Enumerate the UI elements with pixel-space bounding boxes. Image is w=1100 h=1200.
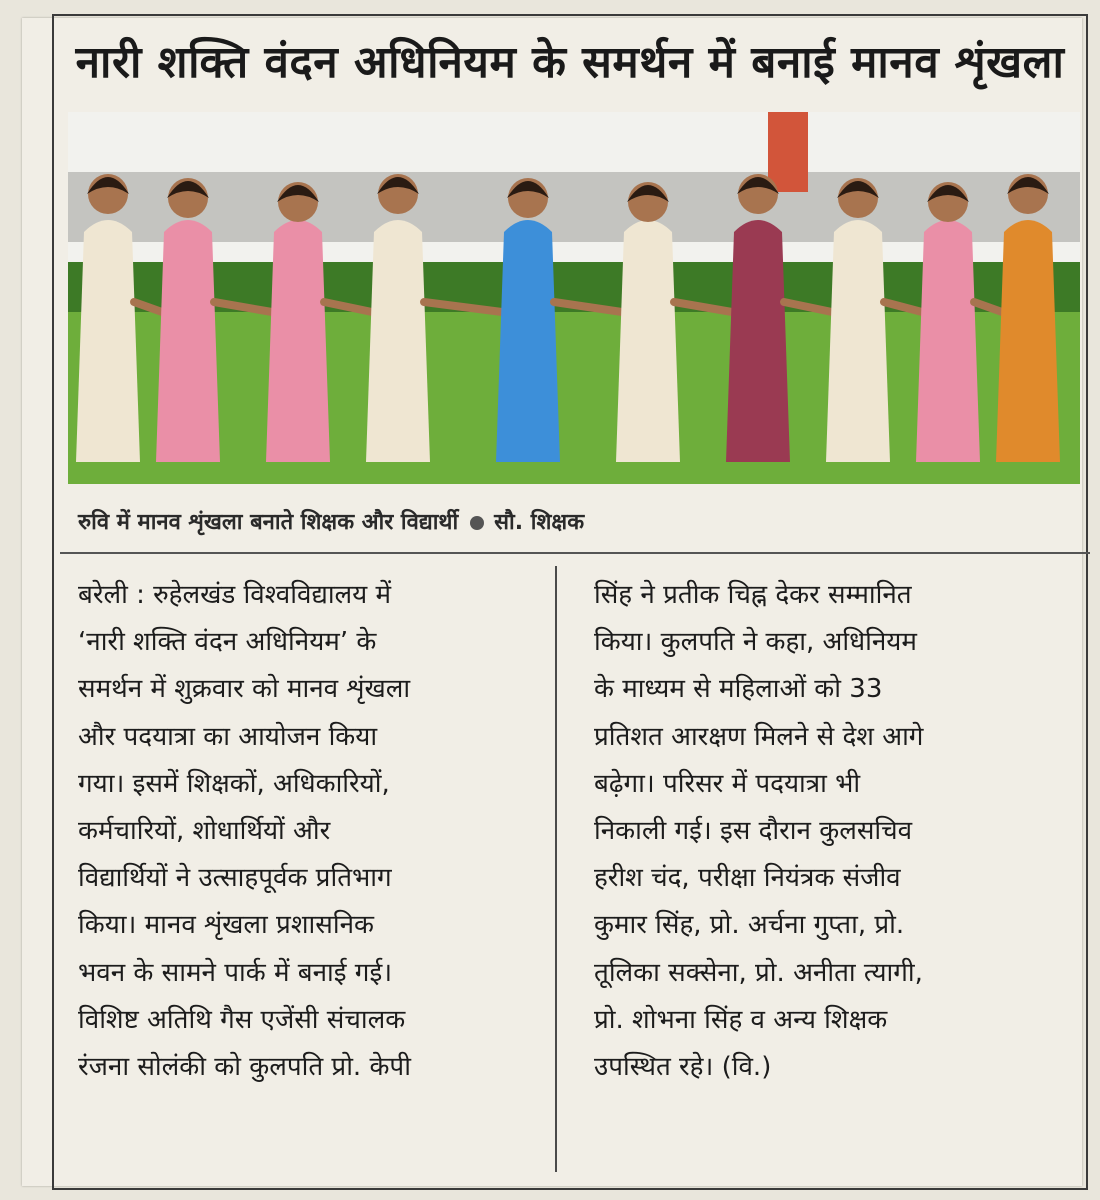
- text-line: ‘नारी शक्ति वंदन अधिनियम’ के: [78, 627, 377, 658]
- text-line: तूलिका सक्सेना, प्रो. अनीता त्यागी,: [594, 957, 923, 988]
- photo-caption: [78, 506, 1078, 536]
- bullet-icon: [470, 516, 484, 530]
- article-column-left: [78, 572, 548, 1091]
- text-line: हरीश चंद, परीक्षा नियंत्रक संजीव: [594, 863, 901, 894]
- caption-text: रुवि में मानव शृंखला बनाते शिक्षक और विद्यार्थी: [78, 510, 459, 535]
- person-figure: [916, 220, 980, 462]
- article-headline: नारी शक्ति वंदन अधिनियम के समर्थन में बनाई मानव शृंखला: [75, 37, 1065, 88]
- person-figure: [496, 220, 560, 462]
- text-line: और पदयात्रा का आयोजन किया: [78, 721, 378, 752]
- person-figure: [366, 220, 430, 462]
- text-line: बरेली : रुहेलखंड विश्वविद्यालय में: [78, 580, 392, 610]
- text-line: सिंह ने प्रतीक चिह्न देकर सम्मानित: [594, 580, 912, 610]
- person-figure: [996, 220, 1060, 462]
- text-line: विशिष्ट अतिथि गैस एजेंसी संचालक: [78, 1004, 406, 1035]
- article-photo: [68, 112, 1080, 484]
- text-line: विद्यार्थियों ने उत्साहपूर्वक प्रतिभाग: [78, 863, 392, 894]
- human-chain-photo: [68, 112, 1080, 484]
- person-figure: [616, 220, 680, 462]
- photo-credit: सौ. शिक्षक: [494, 510, 585, 535]
- text-line: प्रो. शोभना सिंह व अन्य शिक्षक: [594, 1004, 888, 1035]
- person-figure: [726, 220, 790, 462]
- text-line: उपस्थित रहे। (वि.): [594, 1051, 772, 1082]
- article-column-right: [594, 572, 1064, 1091]
- text-line: रंजना सोलंकी को कुलपति प्रो. केपी: [78, 1051, 411, 1082]
- text-line: कुमार सिंह, प्रो. अर्चना गुप्ता, प्रो.: [594, 910, 905, 941]
- person-figure: [156, 220, 220, 462]
- text-line: गया। इसमें शिक्षकों, अधिकारियों,: [78, 768, 390, 799]
- column-divider: [555, 566, 557, 1172]
- text-line: कर्मचारियों, शोधार्थियों और: [78, 815, 331, 846]
- text-line: किया। कुलपति ने कहा, अधिनियम: [594, 627, 917, 658]
- text-line: किया। मानव शृंखला प्रशासनिक: [78, 910, 374, 941]
- text-line: प्रतिशत आरक्षण मिलने से देश आगे: [594, 721, 924, 752]
- text-line: के माध्यम से महिलाओं को 33: [594, 674, 883, 705]
- text-line: बढ़ेगा। परिसर में पदयात्रा भी: [594, 768, 861, 799]
- red-banner: [768, 112, 808, 192]
- text-line: निकाली गई। इस दौरान कुलसचिव: [594, 815, 913, 846]
- text-line: समर्थन में शुक्रवार को मानव शृंखला: [78, 674, 411, 705]
- caption-divider: [60, 552, 1090, 554]
- text-line: भवन के सामने पार्क में बनाई गई।: [78, 957, 393, 988]
- person-figure: [76, 220, 140, 462]
- person-figure: [826, 220, 890, 462]
- person-figure: [266, 220, 330, 462]
